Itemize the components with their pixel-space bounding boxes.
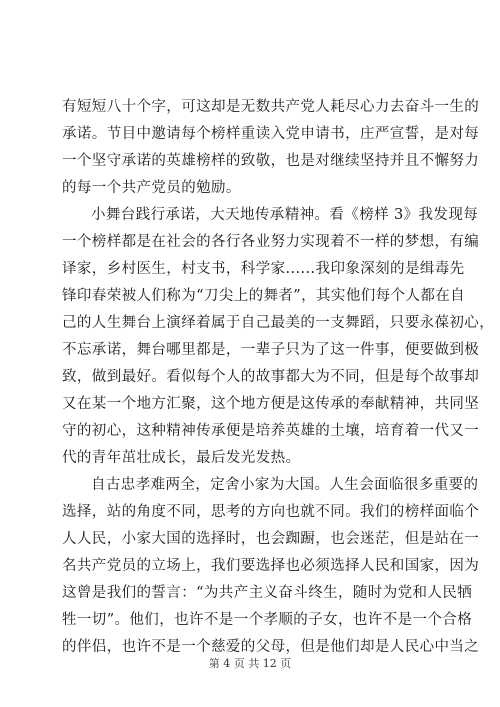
text-line: 不忘承诺，舞台哪里都是，一辈子只为了这一件事，便要做到极 (62, 342, 480, 358)
text-line: 译家，乡村医生，村支书，科学家......我印象深刻的是缉毒先 (62, 261, 465, 277)
text-line: 的每一个共产党员的勉励。 (62, 180, 241, 196)
text-line: 代的青年茁壮成长，最后发光发热。 (62, 450, 301, 466)
text-line: 这曾是我们的誓言：“为共产主义奋斗终生，随时为党和人民牺 (62, 585, 473, 601)
text-line: 一个坚守承诺的英雄榜样的致敬，也是对继续坚持并且不懈努力 (62, 153, 480, 169)
paragraph-start-line: 自古忠孝难两全，定舍小家为大国。人生会面临很多重要的 (91, 477, 479, 493)
text-line: 选择，站的角度不同，思考的方向也就不同。我们的榜样面临个 (62, 504, 480, 520)
text-line: 的伴侣，也许不是一个慈爱的父母，但是他们却是人民心中当之 (62, 639, 480, 655)
text-line: 牲一切”。他们，也许不是一个孝顺的子女，也许不是一个合格 (62, 612, 473, 628)
text-line: 又在某一个地方汇聚，这个地方便是这传承的奉献精神，共同坚 (62, 396, 480, 412)
text-line: 一个榜样都是在社会的各行各业努力实现着不一样的梦想，有编 (62, 234, 480, 250)
text-line: 有短短八十个字，可这却是无数共产党人耗尽心力去奋斗一生的 (62, 99, 480, 115)
text-line: 承诺。节目中邀请每个榜样重读入党申请书，庄严宣誓，是对每 (62, 126, 480, 142)
paragraph-start-line: 小舞台践行承诺，大天地传承精神。看《榜样 3》我发现每 (91, 207, 479, 223)
text-line: 致，做到最好。看似每个人的故事都大为不同，但是每个故事却 (62, 369, 480, 385)
body-text (62, 94, 495, 661)
text-line: 己的人生舞台上演绎着属于自己最美的一支舞蹈，只要永葆初心， (62, 315, 495, 331)
text-line: 守的初心，这种精神传承便是培养英雄的土壤，培育着一代又一 (62, 423, 480, 439)
text-line: 锋印春荣被人们称为“刀尖上的舞者”，其实他们每个人都在自 (62, 288, 466, 304)
page-number-footer: 第 4 页 共 12 页 (208, 657, 292, 670)
text-line: 人人民，小家大国的选择时，也会踟蹰，也会迷茫，但是站在一 (62, 531, 480, 547)
text-line: 名共产党员的立场上，我们要选择也必须选择人民和国家，因为 (62, 558, 480, 574)
